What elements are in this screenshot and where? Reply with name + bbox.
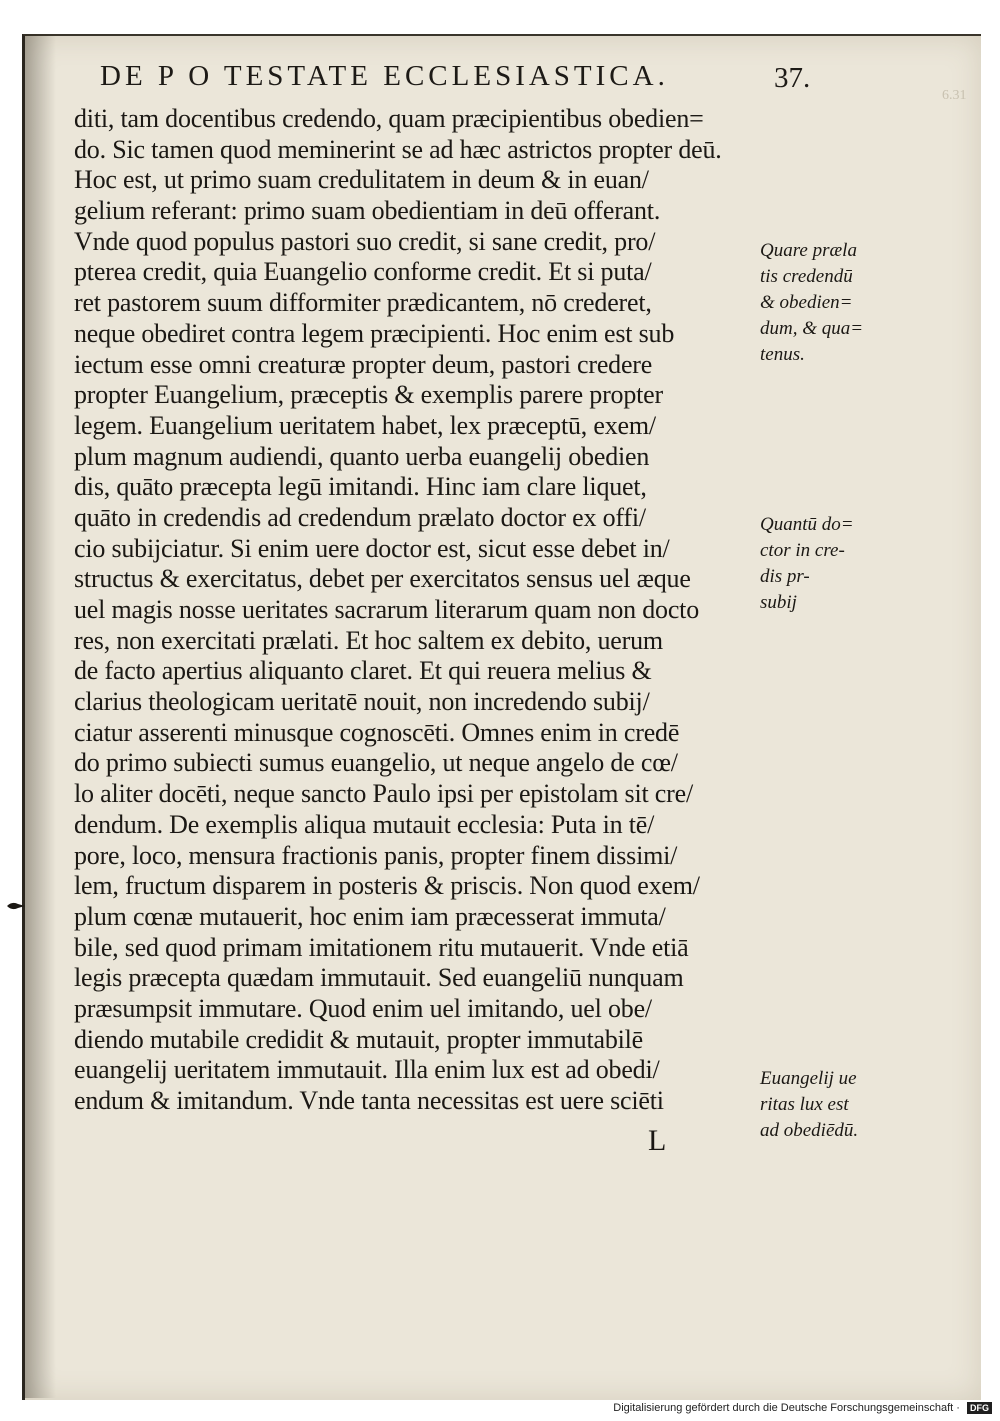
- gutter-shadow: [22, 34, 56, 1398]
- text-line: iectum esse omni creaturæ propter deum, pastori credere: [74, 349, 653, 379]
- text-line: ret pastorem suum difformiter prædicantem, nō crederet,: [74, 288, 652, 318]
- marginal-note-quantum: Quantū do= ctor in cre- dis pr- subij: [760, 514, 854, 613]
- text-line: bile, sed quod primam imitationem ritu mutauerit. Vnde etiā: [74, 932, 689, 962]
- digitization-footer: [613, 1402, 992, 1414]
- text-line: quāto in credendis ad credendum prælato doctor ex offi/: [74, 502, 646, 532]
- text-line: euangelij ueritatem immutauit. Illa enim lux est ad obedi/: [74, 1055, 660, 1085]
- page-number: 37.: [774, 62, 811, 94]
- text-line: do primo subiecti sumus euangelio, ut neque angelo de cœ/: [74, 748, 678, 778]
- running-head: DE P O TESTATE ECCLESIASTICA.: [100, 60, 669, 92]
- body-text: [74, 104, 754, 1117]
- text-line: res, non exercitati prælati. Et hoc saltem ex debito, uerum: [74, 625, 663, 655]
- text-line: structus & exercitatus, debet per exercitatos sensus uel æque: [74, 564, 691, 594]
- text-line: legis præcepta quædam immutauit. Sed euangeliū nunquam: [74, 963, 684, 993]
- text-line: diendo mutabile credidit & mutauit, propter immutabilē: [74, 1024, 644, 1054]
- pointing-hand-icon: [6, 900, 26, 912]
- text-line: pterea credit, quia Euangelio conforme credit. Et si puta/: [74, 257, 652, 287]
- text-line: plum magnum audiendi, quanto uerba euangelij obedien: [74, 441, 650, 471]
- text-line: clarius theologicam ueritatē nouit, non incredendo subij/: [74, 687, 650, 717]
- text-line: propter Euangelium, præceptis & exemplis parere propter: [74, 380, 663, 410]
- text-line: lem, fructum disparem in posteris & priscis. Non quod exem/: [74, 871, 700, 901]
- text-line: lo aliter docēti, neque sancto Paulo ipsi per epistolam sit cre/: [74, 779, 693, 809]
- text-line: pore, loco, mensura fractionis panis, propter finem dissimi/: [74, 840, 678, 870]
- marginal-note-quare: Quare prælа tis credendū & obedien= dum, & qua= tenus.: [760, 240, 864, 365]
- text-line: do. Sic tamen quod meminerint se ad hæc astrictos propter deū.: [74, 134, 722, 164]
- text-line: Hoc est, ut primo suam credulitatem in deum & in euan/: [74, 165, 649, 195]
- text-line: uel magis nosse ueritates sacrarum literarum quam non docto: [74, 595, 700, 624]
- text-line: ciatur asserenti minusque cognoscēti. Omnes enim in credē: [74, 717, 680, 747]
- text-line: endum & imitandum. Vnde tanta necessitas est uere sciēti: [74, 1086, 664, 1115]
- text-line: cio subijciatur. Si enim uere doctor est, sicut esse debet in/: [74, 533, 670, 563]
- text-line: dis, quāto præcepta legū imitandi. Hinc iam clare liquet,: [74, 472, 647, 502]
- text-line: diti, tam docentibus credendo, quam præcipientibus obedien=: [74, 104, 704, 133]
- text-line: dendum. De exemplis aliqua mutauit ecclesia: Puta in tē/: [74, 809, 655, 839]
- text-line: plum cœnæ mutauerit, hoc enim iam præcesserat immuta/: [74, 901, 666, 931]
- text-line: gelium referant: primo suam obedientiam in deū offerant.: [74, 196, 661, 226]
- text-line: Vnde quod populus pastori suo credit, si sane credit, pro/: [74, 226, 656, 256]
- text-line: neque obediret contra legem præcipienti. Hoc enim est sub: [74, 318, 675, 348]
- marginal-note-evangelij: Euangelij ue ritas lux est ad obediēdū.: [760, 1068, 859, 1141]
- footer-credit: Digitalisierung gefördert durch die Deutsche Forschungsgemeinschaft ·: [613, 1402, 960, 1414]
- text-line: legem. Euangelium ueritatem habet, lex præceptū, exem/: [74, 410, 656, 440]
- text-line: de facto apertius aliquanto claret. Et qui reuera melius &: [74, 656, 652, 686]
- faint-pencil-mark: 6.31: [942, 88, 967, 103]
- catchword: L: [648, 1124, 667, 1157]
- text-line: præsumpsit immutare. Quod enim uel imitando, uel obe/: [74, 993, 652, 1023]
- dfg-logo-badge: DFG: [967, 1402, 992, 1414]
